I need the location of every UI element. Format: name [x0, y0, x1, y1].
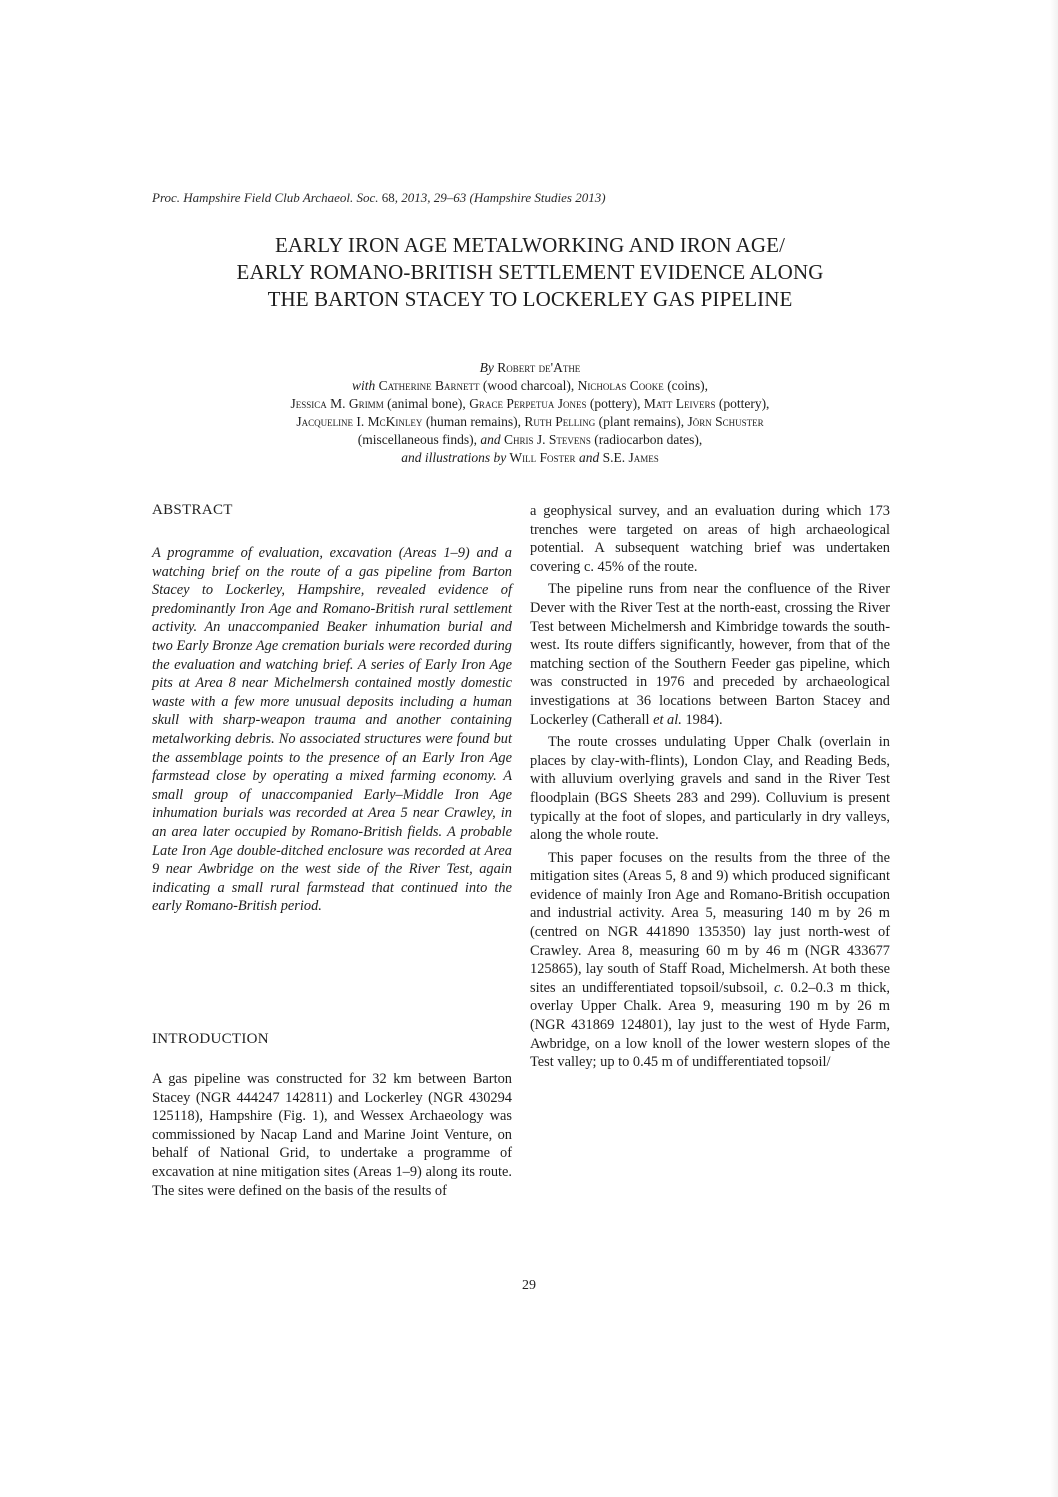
title-line-1: EARLY IRON AGE METALWORKING AND IRON AGE/ — [274, 233, 786, 257]
contributor-role: (animal bone), — [383, 396, 470, 411]
author-name: Robert de'Athe — [497, 360, 581, 375]
byline-line-3 — [120, 395, 940, 413]
contributor-role: (pottery), — [715, 396, 770, 411]
contributor-name: Grace Perpetua Jones — [469, 396, 587, 411]
contributor-name: Nicholas Cooke — [577, 378, 664, 393]
byline-with: with — [351, 378, 376, 393]
abstract-paragraph: A programme of evaluation, excavation (Areas 1–9) and a watching brief on the route of a gas pipeline from Barton Stacey to Lockerley, Hampshire, revealed evidence of predominantly Iron Age and Romano-British rural settlement activity. An unaccompanied Beaker inhumation burial and two Early Bronze Age cremation burials were recorded during the evaluation and watching brief. A series of Early Iron Age pits at Area 8 near Michelmersh contained mostly domestic waste with a few more unusual deposits including a human skull with sharp-weapon trauma and another containing metalworking debris. No associated structures were found but the assemblage points to the presence of an Early Iron Age farmstead close by operating a mixed farming economy. A small group of unaccompanied Early–Middle Iron Age inhumation burials was recorded at Area 5 near Crawley, in an area later occupied by Romano-British fields. A probable Late Iron Age double-ditched enclosure was recorded at Area 9 near Awbridge on the west side of the River Test, again indicating a small rural farmstead that continued into the early Romano-British period. — [152, 545, 512, 915]
journal-citation — [152, 190, 912, 206]
contributor-name: Jessica M. Grimm — [290, 396, 384, 411]
byline-illustrations: and illustrations by — [401, 450, 507, 465]
contributor-role: (miscellaneous finds), — [357, 432, 481, 447]
byline-by: By — [479, 360, 494, 375]
page-edge — [1050, 0, 1058, 1497]
article-title — [140, 232, 920, 313]
byline-line-5 — [120, 431, 940, 449]
contributor-role: (radiocarbon dates), — [590, 432, 703, 447]
abstract-heading: ABSTRACT — [152, 502, 233, 518]
citation-rest: , 2013, 29–63 (Hampshire Studies 2013) — [394, 190, 606, 205]
page-number: 29 — [522, 1278, 536, 1293]
paragraph-route: The pipeline runs from near the confluence of the River Dever with the River Test at the north-east, crossing the River Test between Michelmersh and Kimbridge towards the south-west. Its route differs significantly, however, from that of the matching section of the Southern Feeder gas pipeline, which was constructed in 1976 and preceded by archaeological investigations at 36 locations between Barton Stacey and Lockerley (Catherall et al. 1984). — [530, 581, 890, 728]
contributor-name: Matt Leivers — [643, 396, 716, 411]
paragraph-sites: This paper focuses on the results from the three of the mitigation sites (Areas 5, 8 and 9) which produced significant evidence of mainly Iron Age and Romano-British occupation and industrial activity. Area 5, measuring 140 m by 26 m (centred on NGR 441890 135350) lay just north-west of Crawley. Area 8, measuring 60 m by 46 m (NGR 433677 125865), lay south of Staff Road, Michelmersh. At both these sites an undifferentiated topsoil/subsoil, c. 0.2–0.3 m thick, overlay Upper Chalk. Area 9, measuring 190 m by 26 m (NGR 431869 124801), lay just to the west of Hyde Farm, Awbridge, on a low knoll of the lower western slopes of the Test valley; up to 0.45 m of undifferentiated topsoil/ — [530, 849, 890, 1071]
contributor-name: Jörn Schuster — [687, 414, 764, 429]
contributor-name: Catherine Barnett — [378, 378, 480, 393]
paragraph-survey: a geophysical survey, and an evaluation during which 173 trenches were targeted on areas of high archaeological potential. A subsequent watching brief was undertaken covering c. 45% of the route. — [530, 503, 890, 575]
introduction-text — [152, 1070, 512, 1200]
contributor-role: (plant remains), — [595, 414, 688, 429]
byline-line-2 — [120, 377, 940, 395]
introduction-heading: INTRODUCTION — [152, 1031, 269, 1047]
title-line-2: EARLY ROMANO-BRITISH SETTLEMENT EVIDENCE ALONG — [236, 260, 824, 284]
contributor-role: (wood charcoal), — [479, 378, 578, 393]
contributor-role: (human remains), — [422, 414, 525, 429]
author-byline — [120, 359, 940, 467]
byline-and: and — [480, 432, 501, 447]
illustrator-name: S.E. James — [599, 450, 659, 465]
byline-line-4 — [120, 413, 940, 431]
contributor-name: Ruth Pelling — [524, 414, 596, 429]
paragraph-geology: The route crosses undulating Upper Chalk (overlain in places by clay-with-flints), London Clay, and Reading Beds, with alluvium overlying gravels and sand in the River Test floodplain (BGS Sheets 283 and 299). Colluvium is present typically at the foot of slopes, and particularly in dry valleys, along the whole route. — [530, 734, 890, 844]
contributor-name: Jacqueline I. McKinley — [296, 414, 423, 429]
contributor-name: Chris J. Stevens — [500, 432, 591, 447]
byline-line-1 — [120, 359, 940, 377]
introduction-paragraph: A gas pipeline was constructed for 32 km between Barton Stacey (NGR 444247 142811) and Lockerley (NGR 430294 125118), Hampshire (Fig. 1), and Wessex Archaeology was commissioned by Nacap Land and Marine Joint Venture, on behalf of National Grid, to undertake a programme of excavation at nine mitigation sites (Areas 1–9) along its route. The sites were defined on the basis of the results of — [152, 1071, 512, 1199]
contributor-role: (coins), — [663, 378, 709, 393]
citation-volume: 68 — [381, 190, 395, 205]
contributor-role: (pottery), — [586, 396, 644, 411]
right-column — [530, 502, 890, 1072]
byline-and: and — [575, 450, 600, 465]
title-line-3: THE BARTON STACEY TO LOCKERLEY GAS PIPELINE — [267, 287, 793, 311]
illustrator-name: Will Foster — [506, 450, 576, 465]
abstract-text — [152, 544, 512, 916]
byline-line-6 — [120, 449, 940, 467]
citation-journal: Proc. Hampshire Field Club Archaeol. Soc. — [152, 190, 379, 205]
